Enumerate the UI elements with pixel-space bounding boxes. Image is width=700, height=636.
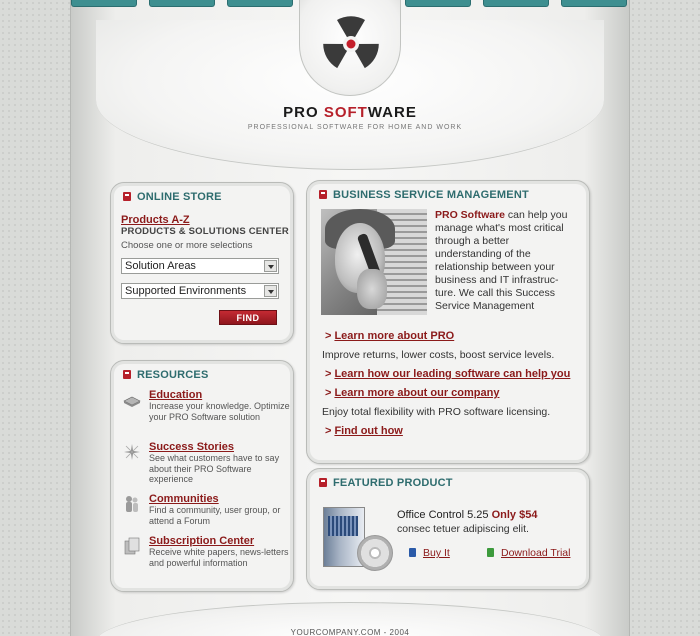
chevron-right-icon: >: [325, 387, 332, 399]
supported-environments-select[interactable]: [121, 283, 279, 299]
learn-leading-software-row: [325, 368, 570, 380]
bsm-intro-body: can help you manage what's most critical through a better understanding of the relationship between your business and IT infrastruc-ture. We call this Success Service Management: [435, 209, 568, 312]
bsm-title: [319, 189, 529, 201]
success-stories-link[interactable]: Success Stories: [149, 441, 234, 453]
chevron-down-icon[interactable]: [264, 260, 277, 272]
products-az-link[interactable]: Products A-Z: [121, 214, 190, 226]
bsm-intro: [435, 209, 573, 313]
product-price: Only $54: [491, 509, 538, 521]
online-store-title-text: ONLINE STORE: [137, 191, 222, 203]
bsm-title-text: BUSINESS SERVICE MANAGEMENT: [333, 189, 529, 201]
find-out-how-link[interactable]: Find out how: [334, 425, 403, 437]
online-store-title: [123, 191, 222, 203]
buy-it-link[interactable]: Buy It: [423, 547, 450, 559]
cart-icon: [409, 548, 416, 557]
brand-name-accent: SOFT: [323, 104, 368, 121]
top-nav-tab-4[interactable]: [405, 0, 471, 7]
featured-product-title: [319, 477, 453, 489]
top-nav-tab-2[interactable]: [149, 0, 215, 7]
papers-icon: [123, 537, 141, 555]
find-button[interactable]: FIND: [219, 310, 277, 325]
chevron-down-icon[interactable]: [264, 285, 277, 297]
download-icon: [487, 548, 494, 557]
cd-icon: [357, 535, 393, 571]
top-nav-tab-6[interactable]: [561, 0, 627, 7]
featured-product-panel: [306, 468, 590, 590]
products-center-subtitle: PRODUCTS & SOLUTIONS CENTER: [121, 226, 289, 237]
learn-company-row: [325, 387, 499, 399]
download-trial-link[interactable]: Download Trial: [501, 547, 571, 559]
top-nav-tab-5[interactable]: [483, 0, 549, 7]
bsm-licensing-text: Enjoy total flexibility with PRO software licensing.: [322, 406, 551, 418]
bsm-panel: [306, 180, 590, 464]
success-stories-desc: See what customers have to say about their PRO Software experience: [149, 453, 280, 484]
panel-bullet-icon: [123, 192, 131, 201]
communities-link[interactable]: Communities: [149, 493, 219, 505]
online-store-panel: [110, 182, 294, 344]
product-name: Office Control 5.25: [397, 509, 489, 521]
subscription-center-desc: Receive white papers, news-letters and powerful information: [149, 547, 289, 568]
learn-leading-software-link[interactable]: Learn how our leading software can help you: [334, 368, 571, 380]
panel-bullet-icon: [123, 370, 131, 379]
featured-product-title-text: FEATURED PRODUCT: [333, 477, 453, 489]
brand-name-start: PRO: [283, 104, 324, 121]
find-out-how-row: [325, 425, 403, 437]
learn-more-pro-link[interactable]: Learn more about PRO: [334, 330, 455, 342]
communities-desc: Find a community, user group, or attend a Forum: [149, 505, 281, 526]
education-desc: Increase your knowledge. Optimize your PRO Software solution: [149, 401, 290, 422]
solution-areas-value: Solution Areas: [125, 260, 196, 272]
woman-on-phone-photo: [321, 209, 427, 315]
learn-more-pro-row: [325, 330, 454, 342]
resources-title: [123, 369, 208, 381]
radiation-icon: [313, 6, 389, 82]
brand-name-end: WARE: [367, 104, 417, 121]
subscription-center-link[interactable]: Subscription Center: [149, 535, 255, 547]
copyright: YOURCOMPANY.COM - 2004: [290, 628, 410, 636]
selection-hint: Choose one or more selections: [121, 240, 253, 251]
product-desc: consec tetuer adipiscing elit.: [397, 523, 529, 535]
solution-areas-select[interactable]: [121, 258, 279, 274]
learn-company-link[interactable]: Learn more about our company: [334, 387, 500, 399]
top-nav-tab-3[interactable]: [227, 0, 293, 7]
brand-name: [0, 104, 700, 121]
people-icon: [123, 495, 141, 513]
top-nav-tab-1[interactable]: [71, 0, 137, 7]
brand-tagline: PROFESSIONAL SOFTWARE FOR HOME AND WORK: [247, 124, 463, 131]
chevron-right-icon: >: [325, 425, 332, 437]
book-icon: [123, 391, 141, 409]
resources-panel: [110, 360, 294, 592]
chevron-right-icon: >: [325, 330, 332, 342]
panel-bullet-icon: [319, 190, 327, 199]
education-link[interactable]: Education: [149, 389, 203, 401]
panel-bullet-icon: [319, 478, 327, 487]
product-name-price: [397, 509, 537, 521]
bsm-intro-lead: PRO Software: [435, 209, 506, 221]
logo[interactable]: [299, 0, 401, 96]
chevron-right-icon: >: [325, 368, 332, 380]
resources-title-text: RESOURCES: [137, 369, 209, 381]
supported-environments-value: Supported Environments: [125, 285, 247, 297]
buy-it-row: [409, 547, 450, 559]
download-trial-row: [487, 547, 570, 559]
sparkle-icon: [123, 443, 141, 461]
bsm-returns-text: Improve returns, lower costs, boost service levels.: [322, 349, 555, 361]
